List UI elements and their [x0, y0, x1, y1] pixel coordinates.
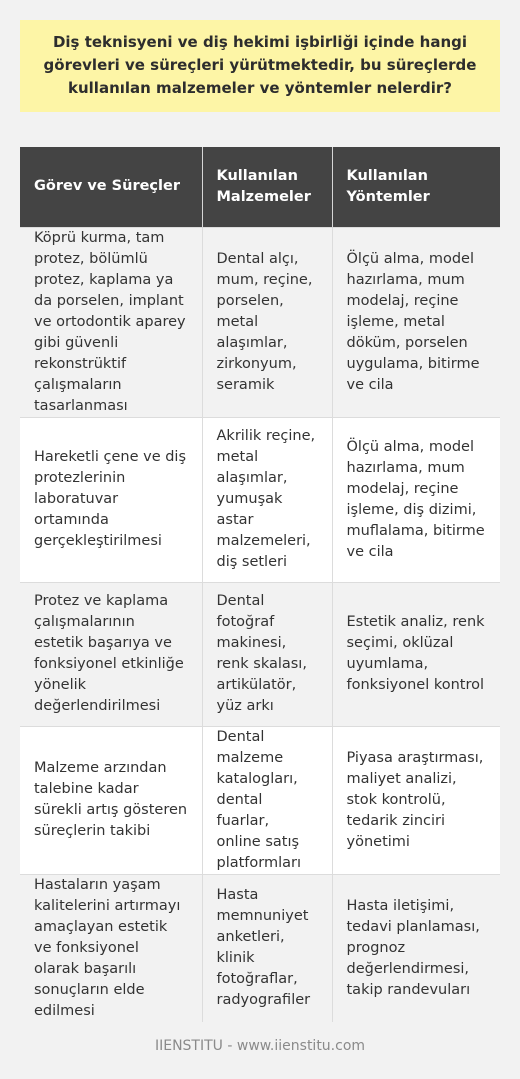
- task-cell: Hastaların yaşam kalitelerini artırmayı amaçlayan estetik ve fonksiyonel olarak başarılı sonuçların elde edilmesi: [20, 874, 202, 1022]
- methods-cell: Estetik analiz, renk seçimi, oklüzal uyumlama, fonksiyonel kontrol: [332, 582, 500, 726]
- table-row: [20, 417, 500, 582]
- task-cell: Protez ve kaplama çalışmalarının estetik başarıya ve fonksiyonel etkinliğe yönelik değerlendirilmesi: [20, 582, 202, 726]
- materials-cell: Dental fotoğraf makinesi, renk skalası, artikülatör, yüz arkı: [202, 582, 332, 726]
- process-table: [20, 147, 500, 1022]
- table-row: [20, 227, 500, 417]
- table-header-row: [20, 147, 500, 227]
- materials-cell: Akrilik reçine, metal alaşımlar, yumuşak astar malzemeleri, diş setleri: [202, 417, 332, 582]
- table-row: [20, 582, 500, 726]
- materials-cell: Dental malzeme katalogları, dental fuarlar, online satış platformları: [202, 726, 332, 874]
- materials-cell: Dental alçı, mum, reçine, porselen, metal alaşımlar, zirkonyum, seramik: [202, 227, 332, 417]
- footer-credit: IIENSTITU - www.iienstitu.com: [154, 1038, 366, 1054]
- task-cell: Hareketli çene ve diş protezlerinin laboratuvar ortamında gerçekleştirilmesi: [20, 417, 202, 582]
- methods-cell: Piyasa araştırması, maliyet analizi, stok kontrolü, tedarik zinciri yönetimi: [332, 726, 500, 874]
- header-tasks: Görev ve Süreçler: [20, 147, 202, 227]
- methods-cell: Hasta iletişimi, tedavi planlaması, prognoz değerlendirmesi, takip randevuları: [332, 874, 500, 1022]
- materials-cell: Hasta memnuniyet anketleri, klinik fotoğraflar, radyografiler: [202, 874, 332, 1022]
- table-row: [20, 874, 500, 1022]
- task-cell: Köprü kurma, tam protez, bölümlü protez, kaplama ya da porselen, implant ve ortodontik aparey gibi güvenli rekonstrüktif çalışmaların tasarlanması: [20, 227, 202, 417]
- page-title: Diş teknisyeni ve diş hekimi işbirliği içinde hangi görevleri ve süreçleri yürütmektedir, bu süreçlerde kullanılan malzemeler ve yöntemler nelerdir?: [20, 20, 500, 112]
- table-row: [20, 726, 500, 874]
- header-methods: Kullanılan Yöntemler: [332, 147, 500, 227]
- header-materials: Kullanılan Malzemeler: [202, 147, 332, 227]
- task-cell: Malzeme arzından talebine kadar sürekli artış gösteren süreçlerin takibi: [20, 726, 202, 874]
- methods-cell: Ölçü alma, model hazırlama, mum modelaj, reçine işleme, metal döküm, porselen uygulama, bitirme ve cila: [332, 227, 500, 417]
- methods-cell: Ölçü alma, model hazırlama, mum modelaj, reçine işleme, diş dizimi, muflalama, bitirme ve cila: [332, 417, 500, 582]
